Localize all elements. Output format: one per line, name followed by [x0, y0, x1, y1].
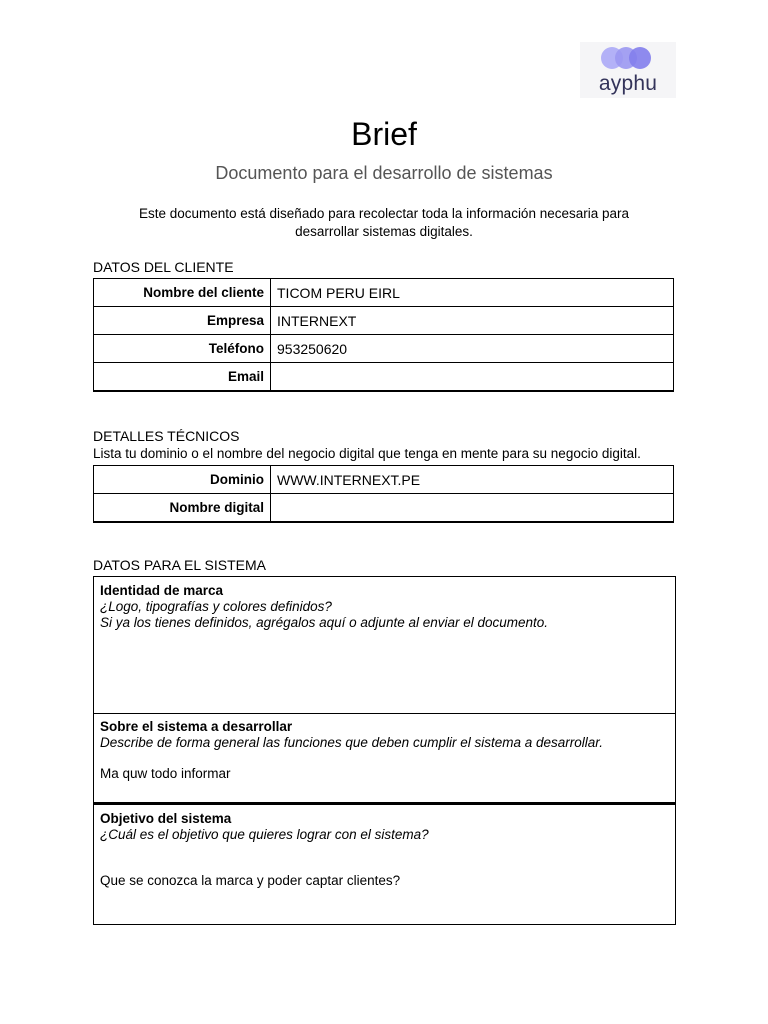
field-label: Nombre digital — [94, 494, 271, 523]
section-title-tecnicos: DETALLES TÉCNICOS — [93, 428, 240, 444]
logo-text: ayphu — [598, 72, 658, 95]
identidad-marca-box[interactable] — [93, 576, 676, 714]
field-label: Email — [94, 363, 271, 392]
nombre-cliente-field[interactable]: TICOM PERU EIRL — [271, 279, 674, 307]
box-question: Describe de forma general las funciones que deben cumplir el sistema a desarrollar. — [100, 735, 604, 750]
table-row — [94, 279, 674, 307]
section-description: Lista tu dominio o el nombre del negocio digital que tenga en mente para su negocio digital. — [93, 446, 641, 461]
section-title-cliente: DATOS DEL CLIENTE — [93, 259, 234, 275]
page-subtitle: Documento para el desarrollo de sistemas — [215, 163, 553, 183]
box-question: ¿Cuál es el objetivo que quieres lograr con el sistema? — [100, 827, 429, 842]
logo-circles-icon — [600, 46, 656, 72]
intro-text: Este documento está diseñado para recolectar toda la información necesaria para desarrollar sistemas digitales. — [138, 206, 630, 239]
box-heading: Sobre el sistema a desarrollar — [100, 719, 293, 734]
table-row — [94, 363, 674, 392]
email-field[interactable] — [271, 363, 674, 392]
box-answer: Que se conozca la marca y poder captar clientes? — [100, 873, 401, 888]
box-question: Si ya los tienes definidos, agrégalos aquí o adjunte al enviar el documento. — [100, 615, 549, 630]
cliente-table — [93, 278, 674, 392]
box-answer: Ma quw todo informar — [100, 766, 231, 781]
empresa-field[interactable]: INTERNEXT — [271, 307, 674, 335]
table-row — [94, 335, 674, 363]
dominio-field[interactable]: WWW.INTERNEXT.PE — [271, 466, 674, 494]
box-heading: Objetivo del sistema — [100, 811, 232, 826]
box-heading: Identidad de marca — [100, 583, 224, 598]
telefono-field[interactable]: 953250620 — [271, 335, 674, 363]
nombre-digital-field[interactable] — [271, 494, 674, 523]
box-question: ¿Logo, tipografías y colores definidos? — [100, 599, 332, 614]
table-row — [94, 466, 674, 494]
sistema-desarrollar-box[interactable] — [93, 713, 676, 803]
field-label: Dominio — [94, 466, 271, 494]
field-label: Empresa — [94, 307, 271, 335]
field-label: Nombre del cliente — [94, 279, 271, 307]
section-title-sistema: DATOS PARA EL SISTEMA — [93, 557, 266, 573]
tecnicos-table — [93, 465, 674, 523]
field-label: Teléfono — [94, 335, 271, 363]
table-row — [94, 494, 674, 523]
table-row — [94, 307, 674, 335]
ayphu-logo — [580, 42, 676, 98]
objetivo-sistema-box[interactable] — [93, 803, 676, 925]
page-title: Brief — [351, 116, 417, 152]
